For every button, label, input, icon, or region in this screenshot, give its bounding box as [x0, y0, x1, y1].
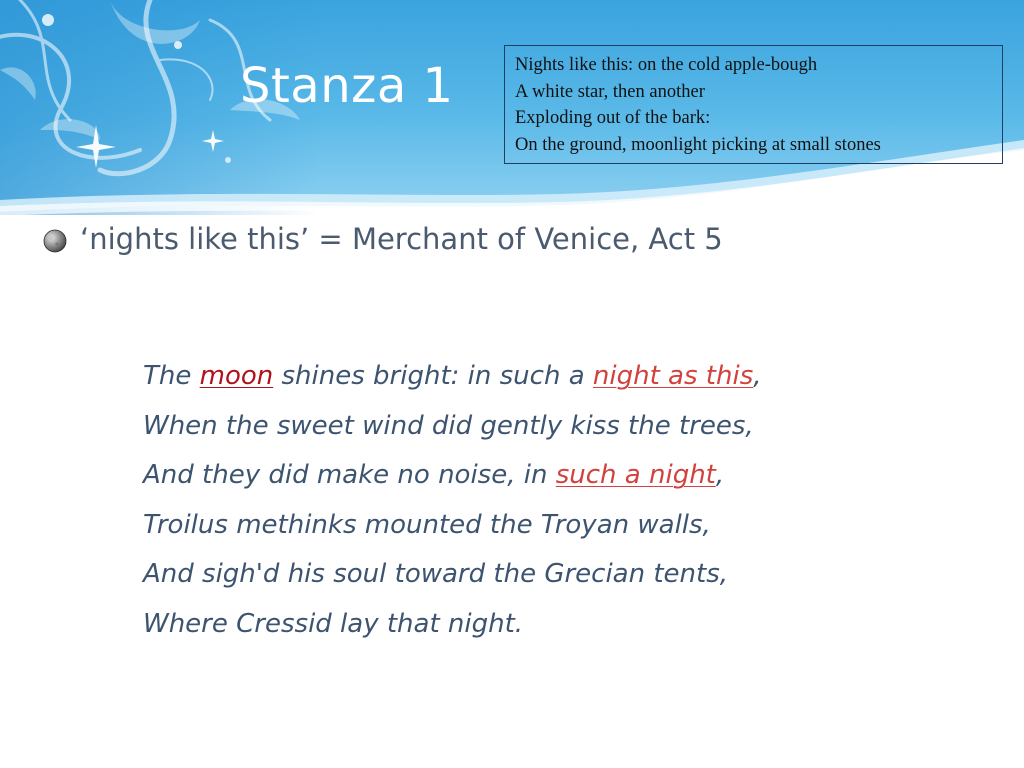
poem-line-3 [143, 451, 762, 501]
highlight-night-as-this: night as this [592, 361, 754, 391]
poem-line-6: Where Cressid lay that night. [143, 608, 524, 639]
poem-line-4: Troilus methinks mounted the Troyan walls, [143, 509, 711, 540]
bullet-text: ‘nights like this’ = Merchant of Venice, Act 5 [80, 222, 723, 256]
moon-bullet-icon [42, 228, 68, 254]
poem-line-2: When the sweet wind did gently kiss the trees, [143, 410, 754, 441]
slide-title: Stanza 1 [240, 58, 454, 114]
poem-text: And they did make no noise, in [143, 460, 556, 490]
poem-text: , [715, 460, 725, 490]
poem-line-1 [143, 352, 762, 402]
quote-line: Nights like this: on the cold apple-bough [515, 55, 818, 75]
quote-box [504, 45, 1003, 164]
quote-line: A white star, then another [515, 81, 705, 102]
bullet-point [42, 222, 723, 256]
highlight-such-a-night: such a night [555, 460, 716, 490]
poem-text: The [143, 361, 200, 391]
quote-line: On the ground, moonlight picking at small stones [515, 134, 881, 155]
highlight-moon: moon [199, 361, 274, 391]
poem-text: , [753, 361, 762, 391]
poem-text: shines bright: in such a [273, 361, 593, 391]
poem-quote [143, 352, 762, 649]
quote-line: Exploding out of the bark: [515, 108, 711, 128]
poem-line-5: And sigh'd his soul toward the Grecian tents, [143, 559, 729, 589]
